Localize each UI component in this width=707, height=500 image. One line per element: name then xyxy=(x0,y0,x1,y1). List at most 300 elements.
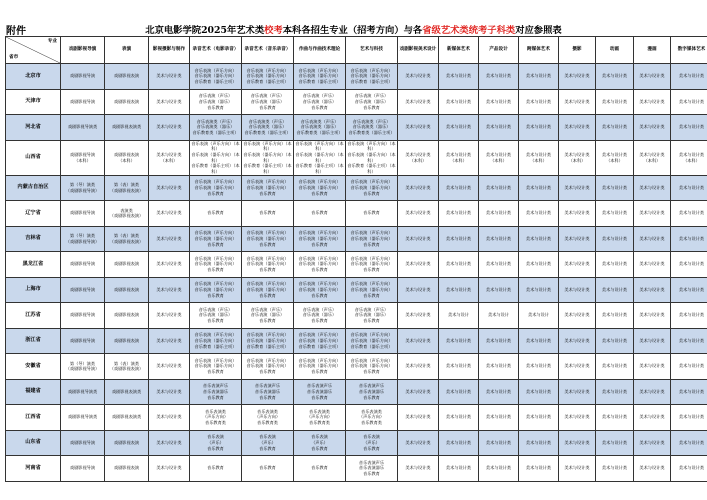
table-cell: 美术与设计类 xyxy=(398,328,439,354)
table-cell: 美术与设计类 xyxy=(634,277,671,303)
table-cell: 美术与设计类 xyxy=(634,115,671,141)
table-cell: 美术与设计类 xyxy=(596,201,634,227)
table-cell: 美术与设计类 xyxy=(149,64,190,90)
table-cell: 美术与设计类 xyxy=(634,175,671,201)
column-header: 录音艺术（电影录音） xyxy=(190,37,242,64)
table-cell: 美术与设计类 xyxy=(519,64,559,90)
table-cell: 美术与设计类 xyxy=(671,405,707,431)
table-cell: 戏剧影视导演 xyxy=(61,89,105,115)
column-header: 表演 xyxy=(105,37,149,64)
table-cell: 美术与设计类 xyxy=(559,226,596,252)
table-cell: 美术与设计类 xyxy=(398,115,439,141)
table-cell: 戏剧影视导演 xyxy=(61,277,105,303)
table-cell: 戏剧影视导演 （本科） xyxy=(61,140,105,175)
table-cell: 戏剧影视表演 xyxy=(105,252,149,278)
table-cell: 戏剧影视导演类 xyxy=(61,379,105,405)
column-header: 产品设计 xyxy=(479,37,519,64)
table-cell: 音乐表演（声乐方向） 音乐表演（器乐方向） 音乐教育（器乐主项） xyxy=(346,64,398,90)
table-cell: 音乐表演（声乐） 音乐表演（器乐） 音乐教育 xyxy=(346,303,398,329)
table-cell: 美术与设计类 xyxy=(559,175,596,201)
table-cell: 美术与设计类 xyxy=(671,64,707,90)
table-cell: 美术与设计类 xyxy=(634,89,671,115)
table-cell: 音乐表演（声乐方向） 音乐表演（器乐方向） 音乐教育 xyxy=(294,175,346,201)
table-cell: 第（表）演类 （戏剧影视表演） xyxy=(105,175,149,201)
table-cell: 音乐表演（声乐方向） 音乐表演（器乐方向） 音乐教育 xyxy=(190,175,242,201)
table-cell: 美术与设计类 xyxy=(479,430,519,456)
table-cell: 美术与设计类 xyxy=(596,354,634,380)
table-cell: 美术与设计类 xyxy=(559,277,596,303)
table-cell: 美术与设计类 xyxy=(519,226,559,252)
province-cell: 江苏省 xyxy=(6,303,61,329)
table-row xyxy=(6,140,707,175)
table-cell: 美术与设计类 xyxy=(479,252,519,278)
table-cell: 美术与设计类 （本科） xyxy=(149,140,190,175)
table-cell: 美术与设计类 （本科） xyxy=(398,140,439,175)
table-cell: 美术与设计类 xyxy=(398,201,439,227)
table-cell: 美术与设计类 xyxy=(439,89,479,115)
table-cell: 音乐表演声乐 音乐表演器乐 音乐教育 xyxy=(346,379,398,405)
table-cell: 美术与设计类 xyxy=(596,456,634,482)
table-cell: 戏剧影视导演 xyxy=(61,303,105,329)
table-cell: 音乐表演类 （声乐方向） 音乐教育类 xyxy=(346,405,398,431)
table-cell: 音乐表演声乐 音乐表演器乐 音乐教育 xyxy=(242,379,294,405)
table-cell: 美术与设计类 xyxy=(398,252,439,278)
table-cell: 美术与设计类 xyxy=(559,89,596,115)
table-cell: 音乐表演 （声乐） 音乐教育 xyxy=(242,430,294,456)
table-cell: 美术与设计类 xyxy=(439,405,479,431)
table-cell: 美术与设计类 xyxy=(671,328,707,354)
table-cell: 美术与设计类 xyxy=(519,354,559,380)
table-cell: 音乐表演（声乐） 音乐表演（器乐） 音乐教育 xyxy=(190,303,242,329)
table-cell: 美术与设计类 xyxy=(634,226,671,252)
corner-major-label: 专业 xyxy=(47,39,57,44)
table-cell: 美术与设计类 xyxy=(519,201,559,227)
table-cell: 美术与设计类 xyxy=(596,252,634,278)
table-cell: 音乐表演（声乐） 音乐表演（器乐） 音乐教育 xyxy=(346,89,398,115)
table-cell: 美术与设计类 xyxy=(634,456,671,482)
table-cell: 美术与设计类 xyxy=(149,252,190,278)
table-cell: 音乐表演（声乐方向） 音乐表演（器乐方向） 音乐教育 xyxy=(190,277,242,303)
table-row xyxy=(6,201,707,227)
table-cell: 戏剧影视表演 xyxy=(105,64,149,90)
table-row xyxy=(6,115,707,141)
table-cell: 美术与设计类 xyxy=(634,405,671,431)
table-cell: 第（导）演类 （戏剧影视导演） xyxy=(61,354,105,380)
table-cell: 音乐表演类 （声乐方向） 音乐教育类 xyxy=(190,405,242,431)
title-part: 北京电影学院2025年艺术类 xyxy=(145,25,265,36)
table-cell: 美术与设计类 xyxy=(596,430,634,456)
table-row xyxy=(6,175,707,201)
table-cell: 戏剧影视表演 xyxy=(105,430,149,456)
province-cell: 辽宁省 xyxy=(6,201,61,227)
corner-cell xyxy=(6,37,61,64)
table-cell: 音乐表演类（声乐） 音乐表演类（器乐） 音乐教育类（器乐主项） xyxy=(346,115,398,141)
title-highlight: 校考 xyxy=(264,25,283,36)
table-cell: 美术与设计类 xyxy=(398,277,439,303)
table-cell: 美术与设计类 xyxy=(559,405,596,431)
table-cell: 美术与设计类 xyxy=(479,456,519,482)
table-cell: 音乐表演 （声乐） 音乐教育 xyxy=(294,430,346,456)
table-cell: 音乐表演声乐 音乐表演器乐 音乐教育 xyxy=(190,379,242,405)
province-cell: 山东省 xyxy=(6,430,61,456)
table-row xyxy=(6,430,707,456)
column-header: 作曲与作曲技术理论 xyxy=(294,37,346,64)
table-cell: 音乐表演（声乐方向） 音乐表演（器乐方向） 音乐教育（器乐主项） xyxy=(190,328,242,354)
table-row xyxy=(6,252,707,278)
attachment-label: 附件 xyxy=(6,26,26,37)
table-cell: 音乐表演（声乐方向） 音乐表演（器乐方向） 音乐教育 xyxy=(294,354,346,380)
column-header: 摄影 xyxy=(559,37,596,64)
table-cell: 第（表）演类 （戏剧影视表演） xyxy=(105,354,149,380)
table-cell: 美术与设计类 xyxy=(559,379,596,405)
table-cell: 音乐表演（声乐方向） 音乐表演（器乐方向） 音乐教育 xyxy=(242,354,294,380)
table-row xyxy=(6,456,707,482)
table-cell: 美术与设计类 xyxy=(559,354,596,380)
table-row xyxy=(6,64,707,90)
table-cell: 音乐表演声乐 音乐表演器乐 音乐教育 xyxy=(346,456,398,482)
table-cell: 美术与设计 xyxy=(479,303,519,329)
table-cell: 美术与设计类 xyxy=(596,277,634,303)
table-cell: 美术与设计类 xyxy=(149,456,190,482)
table-cell: 美术与设计类 xyxy=(439,226,479,252)
table-cell: 音乐表演（声乐方向） 音乐表演（器乐方向） 音乐教育（器乐主项） xyxy=(242,328,294,354)
table-cell: 美术与设计类 xyxy=(596,175,634,201)
table-cell: 美术与设计类 xyxy=(559,252,596,278)
table-cell: 戏剧影视导演类 xyxy=(61,115,105,141)
table-cell: 美术与设计类 xyxy=(519,405,559,431)
table-cell: 美术与设计类 xyxy=(398,175,439,201)
table-cell: 美术与设计类 xyxy=(398,89,439,115)
table-row xyxy=(6,405,707,431)
table-cell: 美术与设计类 xyxy=(479,354,519,380)
column-header: 漫画 xyxy=(634,37,671,64)
table-cell: 美术与设计类 xyxy=(559,115,596,141)
title-part: 对应参照表 xyxy=(515,25,562,36)
table-cell: 美术与设计类 （本科） xyxy=(596,140,634,175)
table-cell: 音乐表演（声乐方向） 音乐表演（器乐方向） 音乐教育 xyxy=(346,252,398,278)
table-cell: 表演类 （戏剧影视表演） xyxy=(105,201,149,227)
table-cell: 美术与设计类 xyxy=(671,303,707,329)
table-cell: 美术与设计类 xyxy=(439,201,479,227)
title-part: 本科各招生专业（招考方向）与各 xyxy=(282,25,423,36)
province-cell: 北京市 xyxy=(6,64,61,90)
table-cell: 戏剧影视导演 xyxy=(61,430,105,456)
table-cell: 音乐教育 xyxy=(242,456,294,482)
table-cell: 美术与设计类 xyxy=(634,64,671,90)
table-cell: 美术与设计类 xyxy=(559,64,596,90)
table-cell: 戏剧影视导演 xyxy=(61,252,105,278)
table-cell: 美术与设计类 xyxy=(519,175,559,201)
table-cell: 戏剧影视表演 xyxy=(105,328,149,354)
table-cell: 美术与设计类 xyxy=(439,328,479,354)
table-row xyxy=(6,379,707,405)
table-cell: 第（表）演类 （戏剧影视表演） xyxy=(105,226,149,252)
table-cell: 美术与设计类 xyxy=(671,201,707,227)
table-cell: 美术与设计类 xyxy=(671,226,707,252)
table-cell: 音乐表演类（声乐） 音乐表演类（器乐） 音乐教育类（器乐主项） xyxy=(190,115,242,141)
table-cell: 音乐表演声乐 音乐表演器乐 音乐教育 xyxy=(294,379,346,405)
table-cell: 戏剧影视导演 xyxy=(61,201,105,227)
table-cell: 音乐表演类（声乐） 音乐表演类（器乐） 音乐教育类（器乐主项） xyxy=(242,115,294,141)
table-cell: 美术与设计类 xyxy=(149,89,190,115)
table-cell: 音乐教育 xyxy=(294,456,346,482)
table-cell: 音乐教育 xyxy=(190,201,242,227)
table-cell: 美术与设计类 xyxy=(559,328,596,354)
table-cell: 美术与设计类 xyxy=(671,252,707,278)
table-cell: 美术与设计类 xyxy=(398,430,439,456)
table-cell: 音乐表演 （声乐） 音乐教育 xyxy=(346,430,398,456)
table-cell: 美术与设计类 xyxy=(596,405,634,431)
table-cell: 美术与设计类 （本科） xyxy=(634,140,671,175)
table-cell: 美术与设计类 xyxy=(671,115,707,141)
province-cell: 上海市 xyxy=(6,277,61,303)
table-cell: 音乐表演 （声乐） 音乐教育 xyxy=(190,430,242,456)
table-cell: 美术与设计类 xyxy=(671,379,707,405)
table-cell: 音乐教育 xyxy=(294,201,346,227)
table-cell: 音乐表演（声乐方向） 音乐表演（器乐方向） 音乐教育 xyxy=(294,226,346,252)
table-cell: 音乐表演（声乐方向） 音乐表演（器乐方向） 音乐教育 xyxy=(346,226,398,252)
table-cell: 音乐表演（声乐方向） 音乐表演（器乐方向） 音乐教育 xyxy=(346,277,398,303)
table-cell: 音乐表演（声乐方向） 音乐表演（器乐方向） 音乐教育（器乐主项） xyxy=(294,328,346,354)
table-row xyxy=(6,89,707,115)
table-row xyxy=(6,354,707,380)
table-cell: 音乐教育 xyxy=(242,201,294,227)
table-cell: 美术与设计类 （本科） xyxy=(519,140,559,175)
province-cell: 山西省 xyxy=(6,140,61,175)
table-cell: 音乐表演（声乐方向） 音乐表演（器乐方向） 音乐教育 xyxy=(190,354,242,380)
table-cell: 美术与设计类 xyxy=(634,303,671,329)
table-cell: 美术与设计类 xyxy=(149,115,190,141)
table-cell: 戏剧影视表演 xyxy=(105,277,149,303)
table-cell: 音乐表演（声乐） 音乐表演（器乐） 音乐教育 xyxy=(242,303,294,329)
table-cell: 美术与设计类 xyxy=(596,226,634,252)
table-cell: 美术与设计类 xyxy=(398,303,439,329)
table-cell: 美术与设计 xyxy=(439,303,479,329)
table-cell: 美术与设计类 xyxy=(634,252,671,278)
table-cell: 美术与设计类 xyxy=(149,405,190,431)
table-cell: 美术与设计类 xyxy=(439,379,479,405)
column-header: 戏剧影视导演 xyxy=(61,37,105,64)
province-cell: 天津市 xyxy=(6,89,61,115)
table-cell: 音乐表演（声乐方向） 音乐表演（器乐方向） 音乐教育 xyxy=(190,252,242,278)
table-cell: 美术与设计类 xyxy=(398,456,439,482)
table-cell: 美术与设计类 xyxy=(149,201,190,227)
table-cell: 美术与设计类 （本科） xyxy=(671,140,707,175)
province-cell: 内蒙古自治区 xyxy=(6,175,61,201)
table-cell: 美术与设计类 （本科） xyxy=(559,140,596,175)
column-header: 动画 xyxy=(596,37,634,64)
table-cell: 音乐表演（声乐方向） 音乐表演（器乐方向） 音乐教育 xyxy=(242,277,294,303)
table-cell: 戏剧影视表演 xyxy=(105,456,149,482)
table-cell: 美术与设计类 xyxy=(149,430,190,456)
table-cell: 美术与设计类 xyxy=(439,456,479,482)
table-cell: 美术与设计类 xyxy=(559,456,596,482)
table-cell: 美术与设计类 xyxy=(634,430,671,456)
table-cell: 美术与设计类 xyxy=(439,277,479,303)
table-row xyxy=(6,303,707,329)
table-cell: 美术与设计类 xyxy=(596,303,634,329)
table-cell: 美术与设计类 xyxy=(519,430,559,456)
table-cell: 美术与设计类 xyxy=(149,328,190,354)
table-cell: 音乐表演（声乐方向） 音乐表演（器乐方向） 音乐教育（器乐主项） xyxy=(294,64,346,90)
table-cell: 音乐表演（声乐方向） 音乐表演（器乐方向） 音乐教育 xyxy=(294,277,346,303)
column-header: 新媒体艺术 xyxy=(439,37,479,64)
table-cell: 美术与设计类 xyxy=(479,115,519,141)
table-cell: 美术与设计类 xyxy=(559,430,596,456)
table-cell: 戏剧影视表演 （本科） xyxy=(105,140,149,175)
province-cell: 吉林省 xyxy=(6,226,61,252)
province-cell: 河南省 xyxy=(6,456,61,482)
column-header: 影视摄影与制作 xyxy=(149,37,190,64)
table-cell: 美术与设计类 xyxy=(149,277,190,303)
table-cell: 音乐表演（声乐方向） 音乐表演（器乐方向） 音乐教育 xyxy=(242,252,294,278)
table-cell: 美术与设计类 xyxy=(519,115,559,141)
table-cell: 戏剧影视导演类 xyxy=(61,405,105,431)
table-cell: 美术与设计类 xyxy=(439,252,479,278)
table-cell: 音乐表演（声乐） 音乐表演（器乐） 音乐教育 xyxy=(294,303,346,329)
table-cell: 美术与设计类 xyxy=(596,89,634,115)
table-cell: 美术与设计类 xyxy=(149,379,190,405)
table-cell: 音乐教育 xyxy=(190,456,242,482)
table-cell: 戏剧影视表演类 xyxy=(105,379,149,405)
table-cell: 美术与设计类 xyxy=(398,354,439,380)
table-cell: 音乐表演（声乐） 音乐表演（器乐） 音乐教育 xyxy=(242,89,294,115)
table-cell: 美术与设计类 xyxy=(479,175,519,201)
table-cell: 美术与设计类 xyxy=(671,175,707,201)
table-cell: 音乐表演（声乐方向） 音乐表演（器乐方向） 音乐教育 xyxy=(242,175,294,201)
table-cell: 美术与设计类 xyxy=(479,89,519,115)
table-cell: 音乐表演（声乐方向） 音乐表演（器乐方向） 音乐教育 xyxy=(190,226,242,252)
reference-table xyxy=(5,36,707,482)
table-body xyxy=(6,64,707,482)
table-cell: 美术与设计类 xyxy=(398,405,439,431)
table-cell: 美术与设计类 xyxy=(519,89,559,115)
column-header: 跨媒体艺术 xyxy=(519,37,559,64)
table-cell: 美术与设计类 xyxy=(398,64,439,90)
table-cell: 音乐表演（声乐方向） 音乐表演（器乐方向） 音乐教育 xyxy=(346,354,398,380)
table-cell: 美术与设计类 xyxy=(479,64,519,90)
table-cell: 美术与设计类 xyxy=(596,328,634,354)
table-cell: 音乐表演（声乐方向）（本科） 音乐表演（器乐方向）（本科） 音乐教育（器乐主项）（本科） xyxy=(191,140,240,174)
table-cell: 音乐教育 xyxy=(346,201,398,227)
table-cell: 美术与设计类 xyxy=(634,328,671,354)
table-cell: 美术与设计类 xyxy=(439,354,479,380)
table-cell: 美术与设计类 xyxy=(519,379,559,405)
table-cell: 美术与设计类 xyxy=(149,226,190,252)
column-header: 录音艺术（音乐录音） xyxy=(242,37,294,64)
table-cell: 音乐表演（声乐方向）（本科） 音乐表演（器乐方向）（本科） 音乐教育（器乐主项）（本科） xyxy=(295,140,344,174)
title-highlight: 省级艺术类统考子科类 xyxy=(422,25,516,36)
table-cell: 美术与设计类 xyxy=(479,201,519,227)
table-cell: 音乐表演（声乐） 音乐表演（器乐） 音乐教育 xyxy=(190,89,242,115)
table-cell: 美术与设计类 xyxy=(671,456,707,482)
table-cell: 音乐表演（声乐方向） 音乐表演（器乐方向） 音乐教育 xyxy=(242,226,294,252)
table-cell: 美术与设计类 xyxy=(596,379,634,405)
table-cell: 音乐表演（声乐方向）（本科） 音乐表演（器乐方向）（本科） 音乐教育（器乐主项）（本科） xyxy=(347,140,396,174)
table-cell: 美术与设计类 xyxy=(519,277,559,303)
table-cell: 美术与设计类 xyxy=(479,328,519,354)
table-cell: 戏剧影视表演 xyxy=(105,89,149,115)
table-cell: 戏剧影视导演 xyxy=(61,64,105,90)
table-cell: 戏剧影视表演类 xyxy=(105,115,149,141)
table-cell: 美术与设计类 xyxy=(634,354,671,380)
province-cell: 福建省 xyxy=(6,379,61,405)
table-row xyxy=(6,277,707,303)
table-cell: 音乐表演（声乐方向）（本科） 音乐表演（器乐方向）（本科） 音乐教育（器乐主项）（本科） xyxy=(243,140,292,174)
table-cell: 美术与设计类 xyxy=(479,379,519,405)
table-cell: 美术与设计类 xyxy=(479,277,519,303)
corner-province-label: 省市 xyxy=(9,55,19,61)
province-cell: 浙江省 xyxy=(6,328,61,354)
table-cell: 美术与设计类 xyxy=(559,303,596,329)
table-cell: 美术与设计类 xyxy=(671,354,707,380)
table-cell: 美术与设计类 （本科） xyxy=(439,140,479,175)
table-cell: 美术与设计类 xyxy=(479,226,519,252)
table-cell: 戏剧影视表演 xyxy=(105,303,149,329)
province-cell: 安徽省 xyxy=(6,354,61,380)
column-header: 艺术与科技 xyxy=(346,37,398,64)
table-cell: 美术与设计类 xyxy=(634,379,671,405)
table-cell: 美术与设计类 xyxy=(519,252,559,278)
table-cell: 美术与设计类 xyxy=(671,89,707,115)
column-header: 数字媒体艺术 xyxy=(671,37,707,64)
table-cell: 音乐表演（声乐方向） 音乐表演（器乐方向） 音乐教育（器乐主项） xyxy=(190,64,242,90)
table-cell: 音乐表演（声乐方向） 音乐表演（器乐方向） 音乐教育（器乐主项） xyxy=(346,328,398,354)
table-cell: 戏剧影视表演类 xyxy=(105,405,149,431)
table-cell: 美术与设计类 xyxy=(439,430,479,456)
table-cell: 第（导）演类 （戏剧影视导演） xyxy=(61,226,105,252)
table-cell: 美术与设计类 xyxy=(149,354,190,380)
table-cell: 美术与设计类 xyxy=(596,115,634,141)
header-row xyxy=(6,37,707,64)
table-cell: 美术与设计类 xyxy=(596,64,634,90)
table-cell: 美术与设计类 xyxy=(671,430,707,456)
table-cell: 美术与设计类 xyxy=(439,115,479,141)
table-cell: 第（导）演类 （戏剧影视导演） xyxy=(61,175,105,201)
table-cell: 美术与设计类 （本科） xyxy=(479,140,519,175)
table-cell: 音乐表演（声乐方向） 音乐表演（器乐方向） 音乐教育（器乐主项） xyxy=(242,64,294,90)
province-cell: 河北省 xyxy=(6,115,61,141)
table-cell: 美术与设计类 xyxy=(149,175,190,201)
table-cell: 音乐表演类（声乐） 音乐表演类（器乐） 音乐教育类（器乐主项） xyxy=(294,115,346,141)
table-cell: 美术与设计类 xyxy=(398,379,439,405)
province-cell: 黑龙江省 xyxy=(6,252,61,278)
table-cell: 美术与设计类 xyxy=(519,456,559,482)
page-title xyxy=(0,22,707,36)
table-cell: 美术与设计类 xyxy=(439,64,479,90)
table-cell: 美术与设计类 xyxy=(671,277,707,303)
table-cell: 美术与设计类 xyxy=(149,303,190,329)
table-cell: 美术与设计类 xyxy=(439,175,479,201)
table-cell: 美术与设计 xyxy=(519,303,559,329)
table-cell: 戏剧影视导演 xyxy=(61,456,105,482)
table-cell: 音乐表演（声乐方向） 音乐表演（器乐方向） 音乐教育 xyxy=(346,175,398,201)
table-cell: 戏剧影视导演 xyxy=(61,328,105,354)
province-cell: 江西省 xyxy=(6,405,61,431)
table-row xyxy=(6,226,707,252)
table-cell: 美术与设计类 xyxy=(519,328,559,354)
table-cell: 音乐表演类 （声乐方向） 音乐教育类 xyxy=(242,405,294,431)
table-cell: 美术与设计类 xyxy=(559,201,596,227)
table-cell: 美术与设计类 xyxy=(398,226,439,252)
table-cell: 音乐表演类 （声乐方向） 音乐教育类 xyxy=(294,405,346,431)
table-cell: 音乐表演（声乐） 音乐表演（器乐） 音乐教育 xyxy=(294,89,346,115)
column-header: 戏剧影视美术设计 xyxy=(398,37,439,64)
table-cell: 音乐表演（声乐方向） 音乐表演（器乐方向） 音乐教育 xyxy=(294,252,346,278)
table-cell: 美术与设计类 xyxy=(634,201,671,227)
table-row xyxy=(6,328,707,354)
table-cell: 美术与设计类 xyxy=(479,405,519,431)
